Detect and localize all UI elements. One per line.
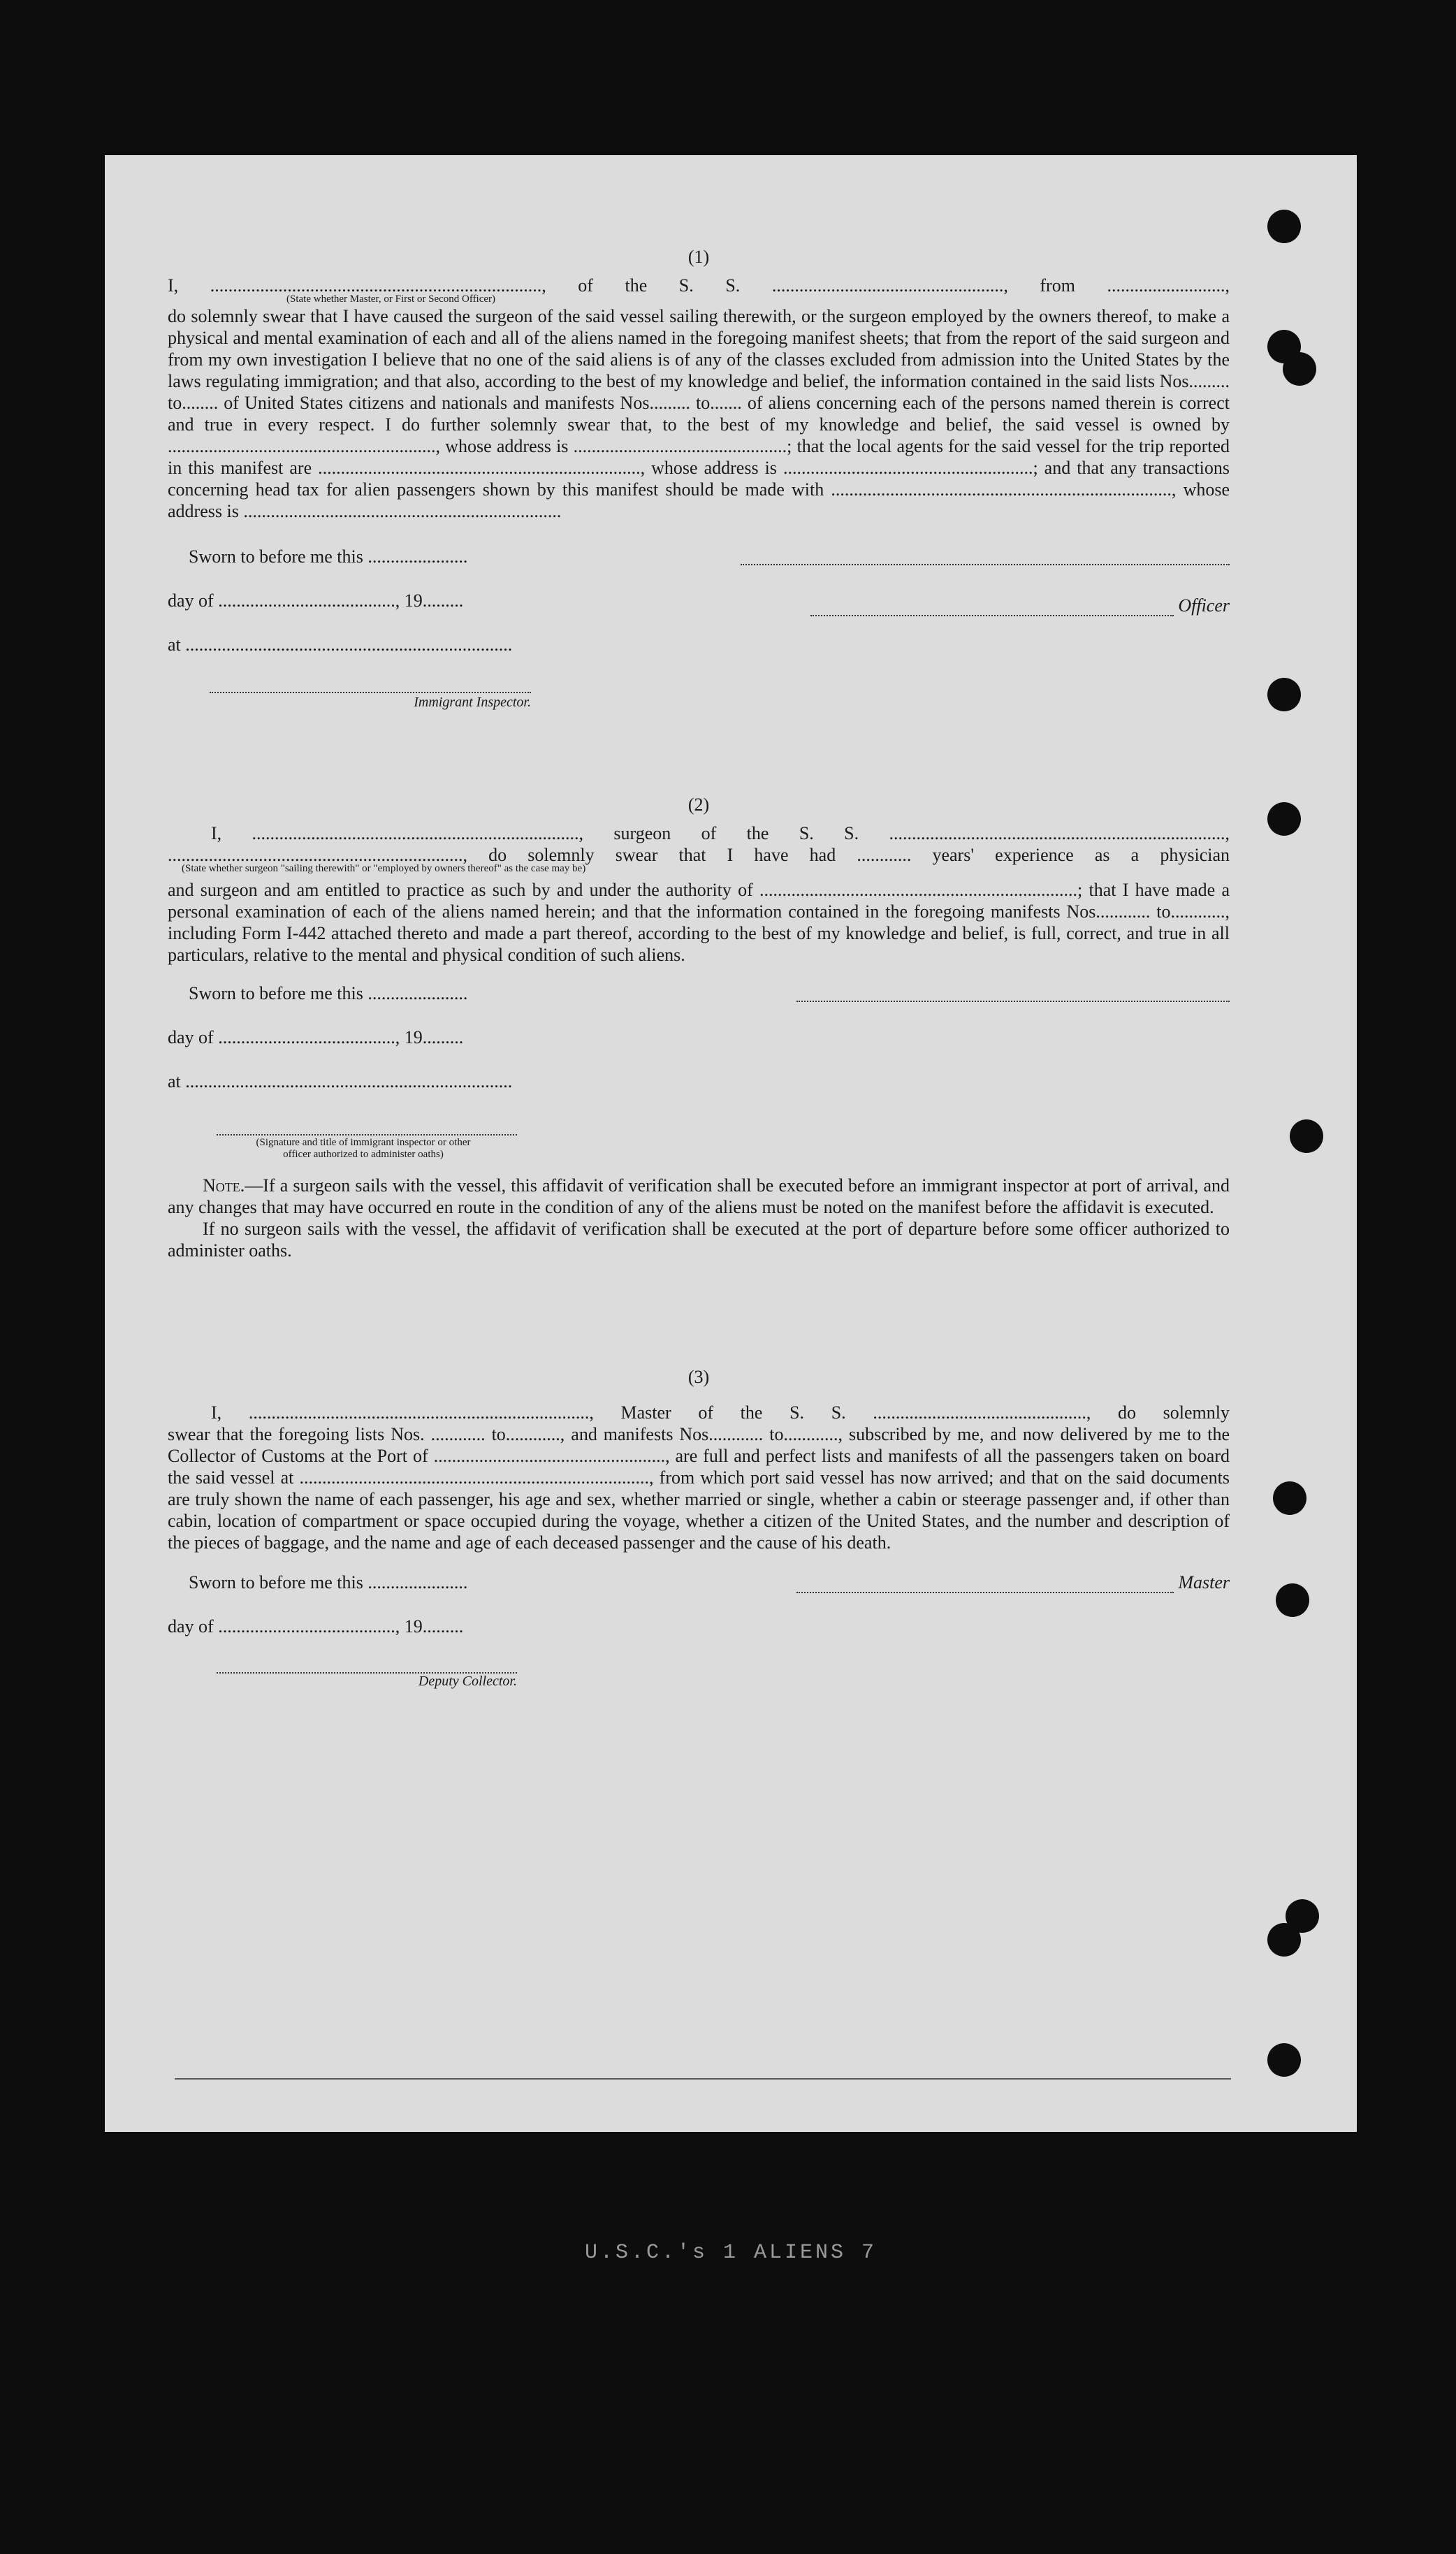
punch-hole	[1267, 2043, 1301, 2077]
signature-caption: (Signature and title of immigrant inspector or other officer authorized to administer oaths)	[256, 1137, 471, 1160]
inspector-signature-line	[210, 674, 531, 693]
punch-hole	[1290, 1119, 1323, 1153]
line-caption: (State whether surgeon "sailing therewith" or "employed by owners thereof" as the case may be)	[182, 863, 586, 874]
punch-hole	[1267, 1923, 1301, 1957]
at-line: at ........................................................................	[168, 634, 513, 655]
sworn-line: Sworn to before me this ......................	[189, 546, 468, 567]
surgeon-oath-line-1: I, ........................................................................, surgeon of the S. S. ..........................................................................,	[211, 823, 1230, 843]
inspector-signature-line	[217, 1116, 517, 1135]
master-oath-body: do solemnly swear that I have caused the surgeon of the said vessel sailing therewith, or the surgeon employed by the owners thereof, to make a physical and mental examination of each and all of the aliens named in the foregoing manifest sheets; that from the report of the said surgeon and from my own investigation I believe that no one of the said aliens is of any of the classes excluded from admission into the United States by the laws regulating immigration; and that also, according to the best of my knowledge and belief, the information contained in the said lists Nos......... to........ of United States citizens and nationals and manifests Nos......... to....... of aliens concerning each of the persons named therein is correct and true in every respect. I do further solemnly swear that, to the best of my knowledge and belief, the said vessel is owned by ..........................................................., whose address is ...............................................; that the local agents for the said vessel for the trip reported in this manifest are ......................................................................., whose address is .......................................................; and that any transactions concerning head tax for alien passengers shown by this manifest should be made with ..........................................................................., whose address is ......................................................................	[168, 306, 1230, 521]
section-2	[168, 794, 1230, 1261]
master-label: Master	[1178, 1572, 1230, 1592]
surgeon-oath-body: and surgeon and am entitled to practice as such by and under the authority of ......................................................................; that I have made a personal examination of each of the aliens named herein; and that the information contained in the foregoing manifests Nos............ to............, including Form I-442 attached thereto and made a part thereof, according to the best of my knowledge and belief, is full, correct, and true in all particulars, relative to the mental and physical condition of such aliens.	[168, 880, 1230, 965]
sworn-line: Sworn to before me this ......................	[189, 1572, 468, 1592]
punch-hole	[1273, 1481, 1306, 1515]
sworn-line: Sworn to before me this ......................	[189, 983, 468, 1003]
master-delivery-body: swear that the foregoing lists Nos. ............ to............, and manifests Nos............ to............, subscribed by me, and now delivered by me to the Collector of Customs at the Port of ..................................................., are full and perfect lists and manifests of all the passengers taken on board the said vessel at ............................................................................., from which port said vessel has now arrived; and that on the said documents are truly shown the name of each passenger, his age and sex, whether married or single, whether a cabin or steerage passenger and, if other than cabin, location of compartment or space occupied during the voyage, whether a citizen of the United States, and the number and description of the pieces of baggage, and the name and age of each deceased passenger and the cause of his death.	[168, 1424, 1230, 1553]
surgeon-oath-line-2: ................................................................., do solemnly swear that I have had ............ years' experience as a physician	[168, 845, 1230, 865]
day-line: day of ......................................., 19.........	[168, 1027, 464, 1047]
note-1-text: —If a surgeon sails with the vessel, this affidavit of verification shall be executed before an immigrant inspector at port of arrival, and any changes that may have occurred en route in the condition of any of the aliens must be noted on the manifest before the affidavit is executed.	[168, 1175, 1230, 1217]
inspector-caption: Immigrant Inspector.	[414, 695, 531, 710]
master-signature-line	[796, 1574, 1174, 1593]
master-delivery-line: I, ..........................................................................., Master of the S. S. ..............................................., do solemnly	[211, 1402, 1230, 1423]
line-caption: (State whether Master, or First or Second Officer)	[286, 293, 496, 305]
section-number: (1)	[687, 247, 710, 267]
signature-line	[741, 546, 1230, 565]
punch-hole	[1267, 678, 1301, 711]
punch-hole	[1276, 1583, 1309, 1617]
form-content	[168, 239, 1230, 1689]
day-line: day of ......................................., 19.........	[168, 1616, 464, 1637]
section-1	[168, 246, 1230, 710]
section-number: (2)	[687, 795, 710, 815]
officer-signature-line	[810, 597, 1174, 616]
deputy-caption: Deputy Collector.	[418, 1674, 517, 1689]
section-number: (3)	[687, 1367, 710, 1387]
form-code: U.S.C.'s 1 ALIENS 7	[584, 2241, 878, 2265]
officer-label: Officer	[1178, 595, 1230, 616]
at-line: at ........................................................................	[168, 1071, 513, 1091]
note-2: If no surgeon sails with the vessel, the affidavit of verification shall be executed at the port of departure before some officer authorized to administer oaths.	[168, 1219, 1230, 1261]
note-heading: Note.	[203, 1175, 245, 1196]
day-line: day of ......................................., 19.........	[168, 590, 464, 611]
punch-hole	[1267, 802, 1301, 836]
horizontal-rule	[175, 2078, 1231, 2080]
document-page	[105, 155, 1357, 2265]
master-oath-line: I, ........................................................................., of the S. S. ..................................................., from ..........................,	[168, 275, 1230, 296]
surgeon-signature-line	[796, 982, 1230, 1002]
note-1	[168, 1175, 1230, 1218]
section-3	[168, 1366, 1230, 1689]
deputy-signature-line	[217, 1654, 517, 1674]
punch-hole	[1267, 210, 1301, 243]
punch-hole	[1283, 352, 1316, 386]
